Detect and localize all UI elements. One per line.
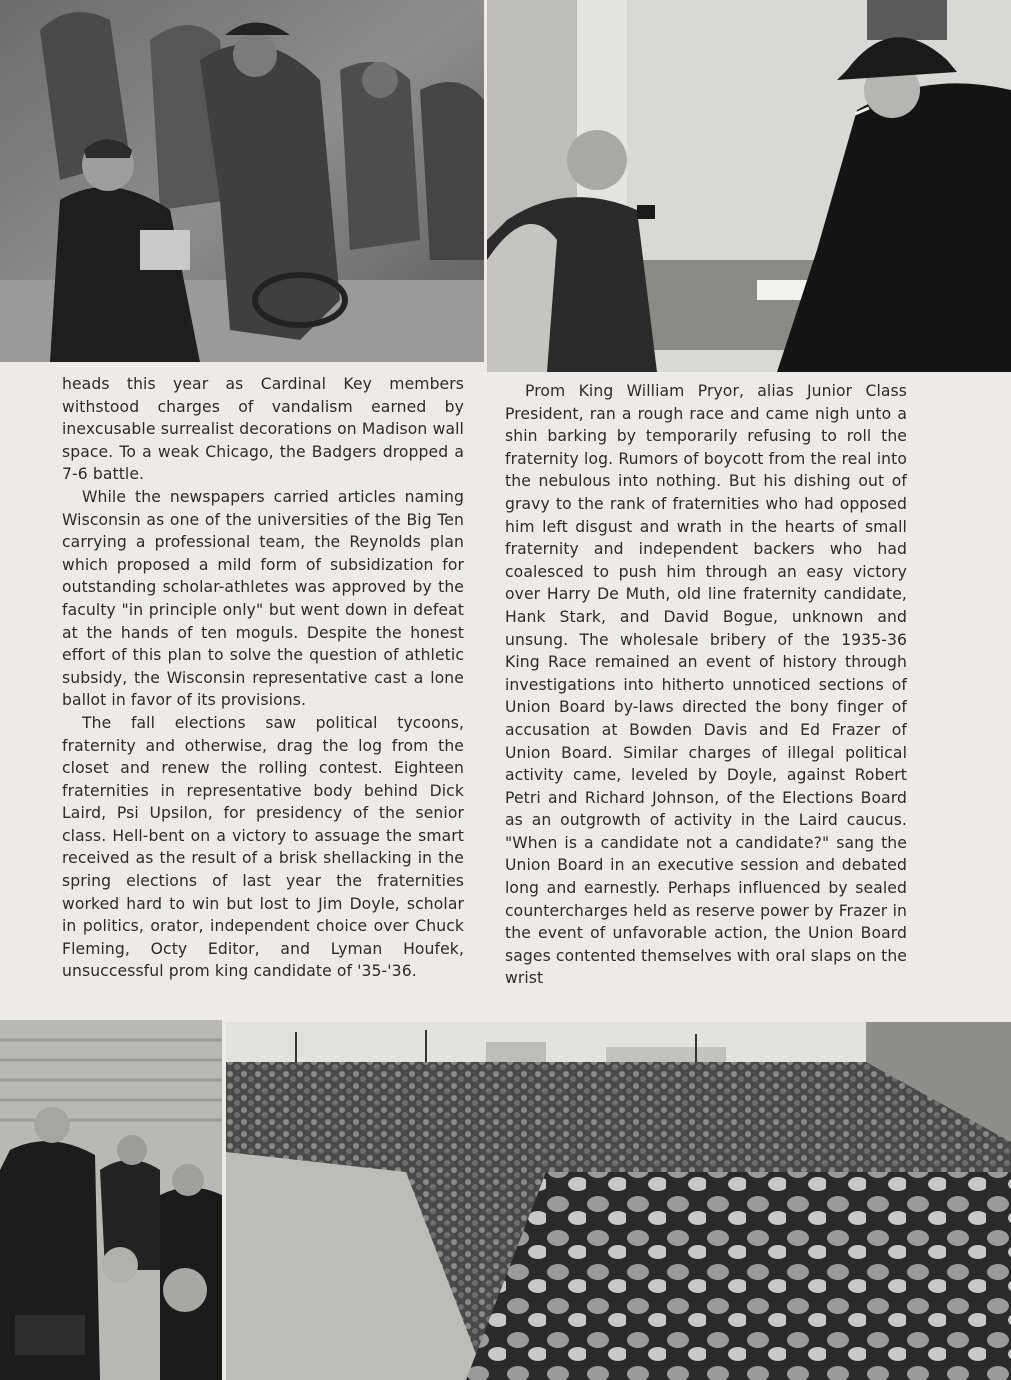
article-paragraph: While the newspapers carried articles naming Wisconsin as one of the universities of the Big Ten carrying a professional team, the Reynolds plan which proposed a mild form of subsidization for outstanding scholar-athletes was approved by the faculty "in principle only" but went down in defeat at the hands of ten moguls. Despite the honest effort of this plan to solve the question of athletic subsidy, the Wisconsin representative cast a lone ballot in favor of its provisions. <box>62 487 464 710</box>
mural-painting-photo <box>0 0 484 362</box>
group-portrait-photo <box>0 1020 222 1380</box>
article-paragraph: heads this year as Cardinal Key members withstood charges of vandalism earned by inexcusable surrealist decorations on Madison wall space. To a weak Chicago, the Badgers dropped a 7-6 battle. <box>62 375 464 484</box>
article-right-column <box>505 380 907 990</box>
stadium-crowd-photo <box>226 1022 1011 1380</box>
office-smokers-photo <box>487 0 1011 372</box>
article-paragraph: Prom King William Pryor, alias Junior Class President, ran a rough race and came nigh unto a shin barking by temporarily refusing to roll the fraternity log. Rumors of boycott from the real into the nebulous into nothing. But his dishing out of gravy to the rank of fraternities who had opposed him left disgust and wrath in the hearts of small fraternity and independent backers who had coalesced to push him through an easy victory over Harry De Muth, old line fraternity candidate, Hank Stark, and David Bogue, unknown and unsung. The wholesale bribery of the 1935-36 King Race remained an event of history through investigations into hitherto unnoticed sections of Union Board by-laws directed the bony finger of accusation at Bowden Davis and Ed Frazer of Union Board. Similar charges of illegal political activity came, leveled by Doyle, against Robert Petri and Richard Johnson, of the Elections Board as an outgrowth of activity in the Laird caucus. "When is a candidate not a candidate?" sang the Union Board in an executive session and debated long and earnestly. Perhaps influenced by sealed countercharges held as reserve power by Frazer in the event of unfavorable action, the Union Board sages contented themselves with oral slaps on the wrist <box>505 382 907 988</box>
article-paragraph: The fall elections saw political tycoons, fraternity and otherwise, drag the log from the closet and renew the rolling contest. Eighteen fraternities in representative body behind Dick Laird, Psi Upsilon, for presidency of the senior class. Hell-bent on a victory to assuage the smart received as the result of a brisk shellacking in the spring elections of last year the fraternities worked hard to win but lost to Jim Doyle, scholar in politics, orator, independent choice over Chuck Fleming, Octy Editor, and Lyman Houfek, unsuccessful prom king candidate of '35-'36. <box>62 713 464 981</box>
article-left-column <box>62 373 464 983</box>
